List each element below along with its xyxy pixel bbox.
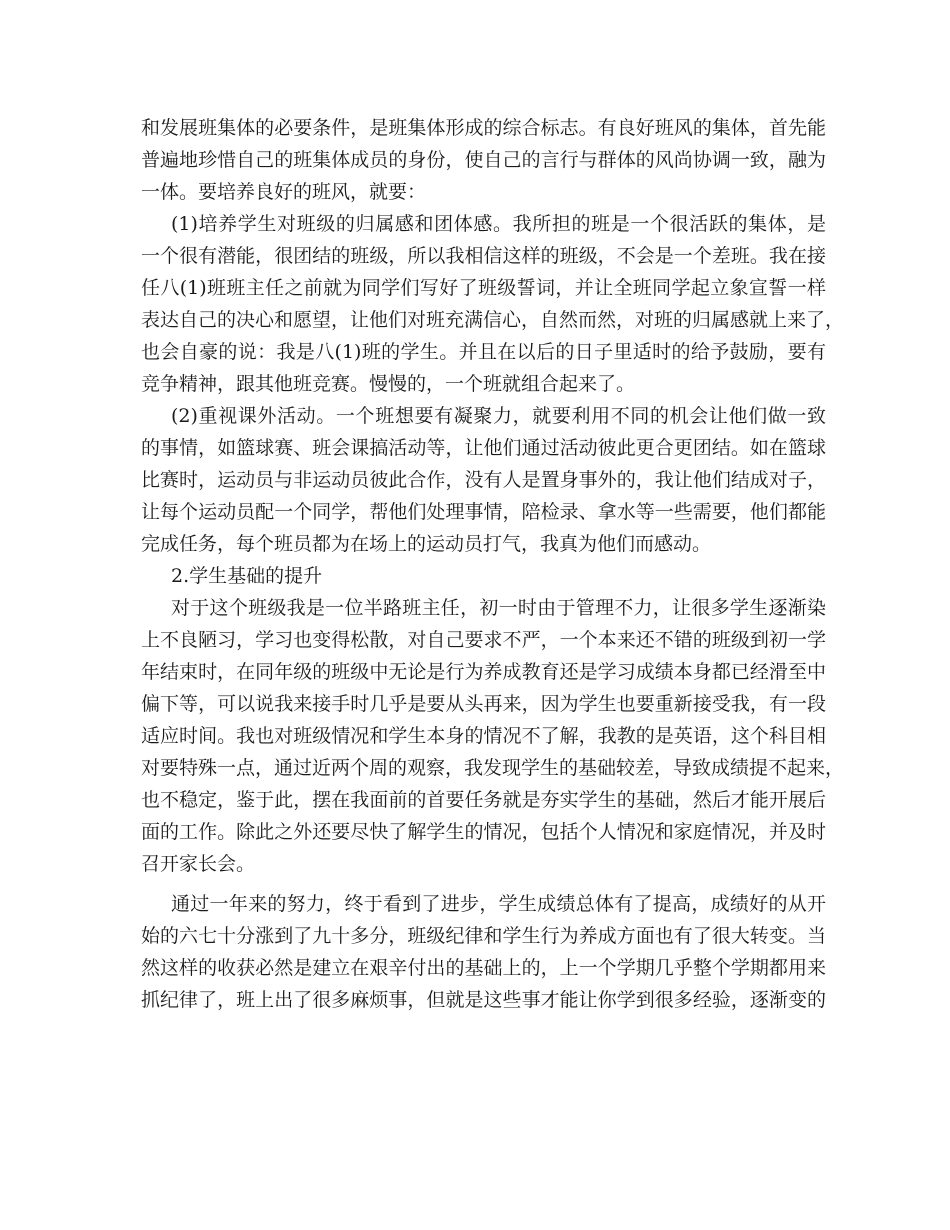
text-line: 的事情，如篮球赛、班会课搞活动等，让他们通过活动彼此更合更团结。如在篮球 xyxy=(141,437,826,459)
paragraph-start-line: 对于这个班级我是一位半路班主任，初一时由于管理不力，让很多学生逐渐染 xyxy=(171,597,826,619)
text-line: 面的工作。除此之外还要尽快了解学生的情况，包括个人情况和家庭情况，并及时 xyxy=(141,821,826,843)
text-line: 表达自己的决心和愿望，让他们对班充满信心，自然而然，对班的归属感就上来了， xyxy=(141,309,845,331)
text-line: 普遍地珍惜自己的班集体成员的身份，使自己的言行与群体的风尚协调一致，融为 xyxy=(141,149,826,171)
text-line: 年结束时，在同年级的班级中无论是行为养成教育还是学习成绩本身都已经滑至中 xyxy=(141,661,826,683)
text-line: 上不良陋习，学习也变得松散，对自己要求不严，一个本来还不错的班级到初一学 xyxy=(141,629,826,651)
text-line: 一个很有潜能，很团结的班级，所以我相信这样的班级，不会是一个差班。我在接 xyxy=(141,245,826,267)
text-line: 比赛时，运动员与非运动员彼此合作，没有人是置身事外的，我让他们结成对子， xyxy=(141,469,826,491)
text-line: 一体。要培养良好的班风，就要： xyxy=(141,181,427,203)
text-line: 也会自豪的说：我是八(1)班的学生。并且在以后的日子里适时的给予鼓励，要有 xyxy=(141,341,826,363)
text-line: 适应时间。我也对班级情况和学生本身的情况不了解，我教的是英语，这个科目相 xyxy=(141,725,826,747)
text-line: 和发展班集体的必要条件，是班集体形成的综合标志。有良好班风的集体，首先能 xyxy=(141,117,826,139)
paragraph-start-line: 通过一年来的努力，终于看到了进步，学生成绩总体有了提高，成绩好的从开 xyxy=(171,893,826,915)
text-line: 也不稳定，鉴于此，摆在我面前的首要任务就是夯实学生的基础，然后才能开展后 xyxy=(141,789,826,811)
section-heading: 2.学生基础的提升 xyxy=(171,565,323,587)
text-line: 召开家长会。 xyxy=(141,853,256,875)
text-line: 对要特殊一点，通过近两个周的观察，我发现学生的基础较差，导致成绩提不起来， xyxy=(141,757,845,779)
text-line: 让每个运动员配一个同学，帮他们处理事情，陪检录、拿水等一些需要，他们都能 xyxy=(141,501,826,523)
text-line: 任八(1)班班主任之前就为同学们写好了班级誓词，并让全班同学起立象宣誓一样 xyxy=(141,277,826,299)
paragraph-start-line: (2)重视课外活动。一个班想要有凝聚力，就要利用不同的机会让他们做一致 xyxy=(171,405,826,427)
document-body xyxy=(141,112,845,1016)
text-line: 竞争精神，跟其他班竞赛。慢慢的，一个班就组合起来了。 xyxy=(141,373,636,395)
text-line: 始的六七十分涨到了九十多分，班级纪律和学生行为养成方面也有了很大转变。当 xyxy=(141,925,826,947)
text-line: 偏下等，可以说我来接手时几乎是要从头再来，因为学生也要重新接受我，有一段 xyxy=(141,693,826,715)
text-line: 完成任务，每个班员都为在场上的运动员打气，我真为他们而感动。 xyxy=(141,533,712,555)
text-line: 抓纪律了，班上出了很多麻烦事，但就是这些事才能让你学到很多经验，逐渐变的 xyxy=(141,989,826,1011)
text-line: 然这样的收获必然是建立在艰辛付出的基础上的，上一个学期几乎整个学期都用来 xyxy=(141,957,826,979)
paragraph-start-line: (1)培养学生对班级的归属感和团体感。我所担的班是一个很活跃的集体，是 xyxy=(171,213,826,235)
